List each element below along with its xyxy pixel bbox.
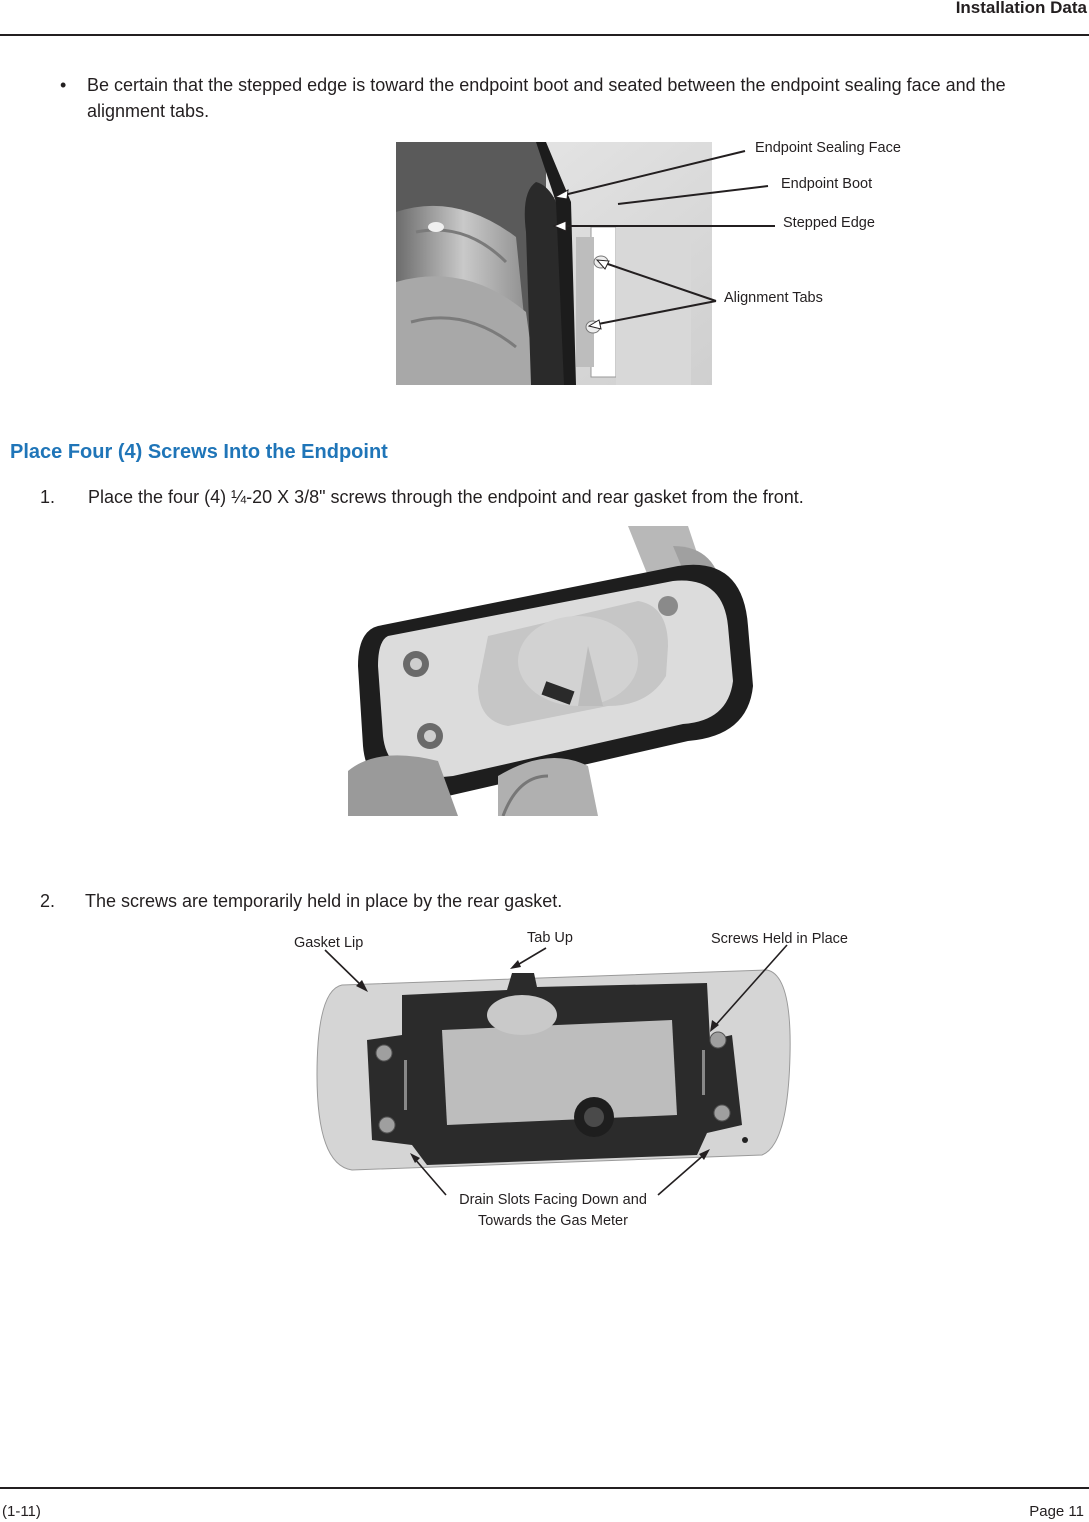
callout-endpoint-boot: Endpoint Boot <box>781 176 873 192</box>
step-number: 1. <box>40 487 56 507</box>
step-number: 2. <box>40 891 56 911</box>
footer-rule <box>0 1487 1089 1489</box>
bullet-text: Be certain that the stepped edge is toward the endpoint boot and seated between the endpoint sealing face and the alignment tabs. <box>87 75 1006 121</box>
callout-drain-slots-line2: Towards the Gas Meter <box>478 1213 628 1229</box>
callout-alignment-tabs: Alignment Tabs <box>724 290 823 306</box>
footer-revision: (1-11) <box>2 1503 41 1520</box>
footer-page-number: Page 11 <box>1029 1503 1084 1520</box>
callout-gasket-lip: Gasket Lip <box>294 935 364 951</box>
callout-stepped-edge: Stepped Edge <box>783 215 875 231</box>
step-text: Place the four (4) ¼-20 X 3/8" screws through the endpoint and rear gasket from the front. <box>88 487 804 507</box>
callout-drain-slots-line1: Drain Slots Facing Down and <box>459 1192 647 1208</box>
callout-screws-held-in-place: Screws Held in Place <box>711 931 848 947</box>
screws-insertion-photo <box>348 526 760 816</box>
callout-tab-up: Tab Up <box>527 930 573 946</box>
step-text: The screws are temporarily held in place by the rear gasket. <box>85 891 563 911</box>
page-header-title: Installation Data <box>955 0 1087 17</box>
section-heading: Place Four (4) Screws Into the Endpoint <box>10 441 388 463</box>
bullet-marker: • <box>60 75 67 95</box>
figure1-leader-lines <box>0 0 1089 420</box>
callout-endpoint-sealing-face: Endpoint Sealing Face <box>755 140 901 156</box>
